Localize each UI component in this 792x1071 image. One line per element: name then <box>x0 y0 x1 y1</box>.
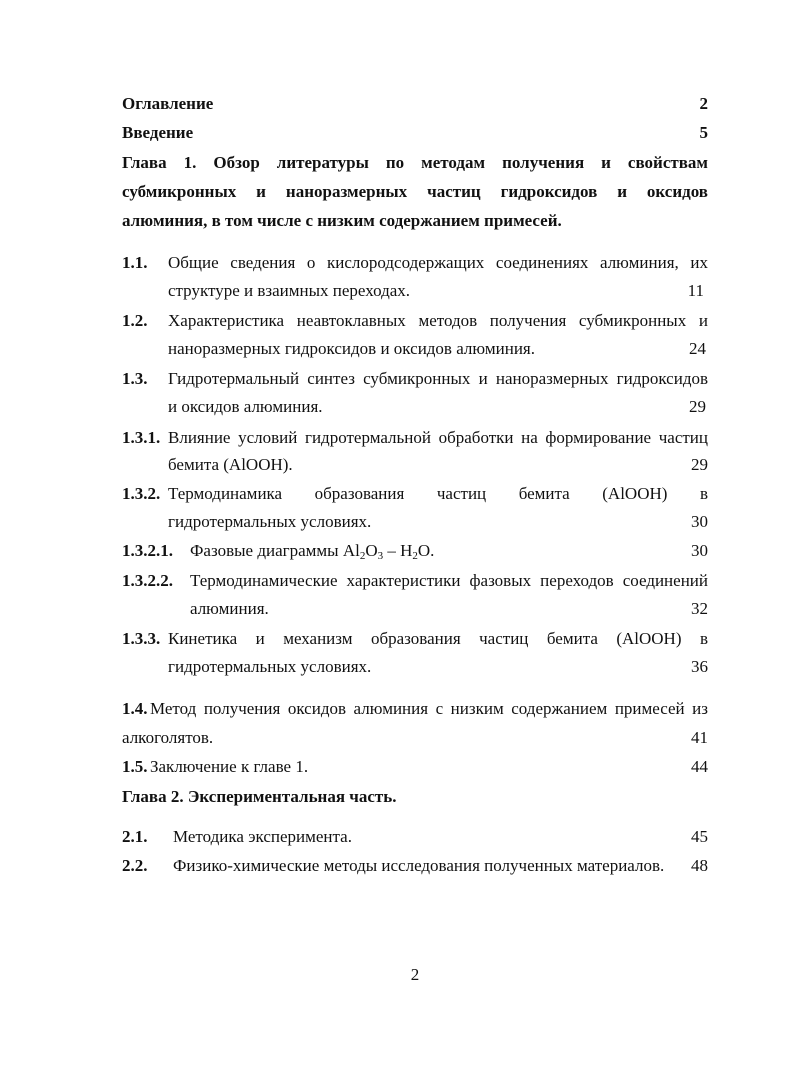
entry-line: и оксидов алюминия. <box>168 397 323 416</box>
entry-number: 2.1. <box>122 827 148 846</box>
entry-line: Термодинамические характеристики фазовых переходов соединений <box>190 571 708 590</box>
entry-title: Методика эксперимента. <box>173 827 352 846</box>
toc-entry-intro <box>122 123 708 143</box>
toc-entry-1-3-cont <box>122 397 708 417</box>
entry-number: 2.2. <box>122 856 148 875</box>
page-number: 2 <box>410 965 420 984</box>
toc-entry-1-4-cont <box>122 728 708 748</box>
toc-entry-1-1 <box>122 253 708 273</box>
entry-line: Кинетика и механизм образования частиц бемита (AlOOH) в <box>168 629 708 648</box>
entry-line: наноразмерных гидроксидов и оксидов алюминия. <box>168 339 535 358</box>
toc-entry-1-3-3 <box>122 629 708 649</box>
entry-number: 1.1. <box>122 253 148 272</box>
entry-page: 45 <box>691 827 708 846</box>
toc-entry-1-3-2-1 <box>122 541 708 561</box>
entry-line: Метод получения оксидов алюминия с низким содержанием примесей из <box>150 699 708 718</box>
toc-entry-1-3 <box>122 369 708 389</box>
chapter1-title-line: субмикронных и наноразмерных частиц гидроксидов и оксидов <box>122 182 708 201</box>
entry-page: 30 <box>691 512 708 531</box>
entry-page: 32 <box>691 599 708 618</box>
entry-line: Термодинамика образования частиц бемита (AlOOH) в <box>168 484 708 503</box>
entry-page: 24 <box>689 339 706 358</box>
toc-entry-1-3-2-2-cont <box>122 599 708 619</box>
entry-line: гидротермальных условиях. <box>168 512 372 531</box>
chapter1-title-line: Глава 1. Обзор литературы по методам получения и свойствам <box>122 153 708 172</box>
toc-entry-1-4 <box>122 699 708 719</box>
entry-number: 1.2. <box>122 311 148 330</box>
entry-number: 1.3. <box>122 369 148 388</box>
entry-label: Введение <box>122 123 194 142</box>
entry-title: Фазовые диаграммы $Al_2O_3 - H_2O$. <box>190 541 435 562</box>
toc-entry-2-1 <box>122 827 708 847</box>
entry-line: алюминия. <box>190 599 269 618</box>
entry-number: 1.5. <box>122 757 148 776</box>
entry-page: 29 <box>691 455 708 474</box>
entry-line: Влияние условий гидротермальной обработки на формирование частиц <box>168 428 708 447</box>
toc-entry-contents <box>122 94 708 114</box>
toc-entry-1-3-1 <box>122 428 708 448</box>
entry-number: 1.3.2.2. <box>122 571 173 590</box>
entry-page: 30 <box>691 541 708 560</box>
entry-line: Характеристика неавтоклавных методов получения субмикронных и <box>168 311 708 330</box>
toc-entry-1-3-1-cont <box>122 455 708 475</box>
entry-page: 48 <box>691 856 708 875</box>
entry-page: 2 <box>699 94 708 113</box>
entry-title: Физико-химические методы исследования полученных материалов. <box>173 856 665 875</box>
toc-entry-1-5 <box>122 757 708 777</box>
toc-entry-1-1-cont <box>122 281 708 301</box>
entry-page: 5 <box>699 123 708 142</box>
entry-line: Гидротермальный синтез субмикронных и наноразмерных гидроксидов <box>168 369 708 388</box>
entry-label: Оглавление <box>122 94 214 113</box>
toc-entry-1-2 <box>122 311 708 331</box>
entry-page: 36 <box>691 657 708 676</box>
entry-number: 1.4. <box>122 699 148 718</box>
entry-line: структуре и взаимных переходах. <box>168 281 411 300</box>
entry-line: Общие сведения о кислородсодержащих соединениях алюминия, их <box>168 253 708 272</box>
entry-number: 1.3.2. <box>122 484 161 503</box>
entry-page: 41 <box>691 728 708 747</box>
entry-title: Заключение к главе 1. <box>150 757 309 776</box>
entry-line: алкоголятов. <box>122 728 214 747</box>
toc-entry-1-3-3-cont <box>122 657 708 677</box>
entry-line: гидротермальных условиях. <box>168 657 372 676</box>
entry-page: 29 <box>689 397 706 416</box>
entry-page: 11 <box>687 281 704 300</box>
toc-entry-1-3-2-cont <box>122 512 708 532</box>
chapter2-title: Глава 2. Экспериментальная часть. <box>122 787 397 806</box>
entry-line: бемита (AlOOH). <box>168 455 293 474</box>
toc-entry-1-3-2-2 <box>122 571 708 591</box>
entry-page: 44 <box>691 757 708 776</box>
toc-entry-1-3-2 <box>122 484 708 504</box>
entry-number: 1.3.2.1. <box>122 541 173 560</box>
entry-number: 1.3.3. <box>122 629 161 648</box>
chapter1-title-line: алюминия, в том числе с низким содержанием примесей. <box>122 211 562 230</box>
entry-number: 1.3.1. <box>122 428 161 447</box>
toc-entry-2-2 <box>122 856 708 876</box>
toc-entry-1-2-cont <box>122 339 708 359</box>
